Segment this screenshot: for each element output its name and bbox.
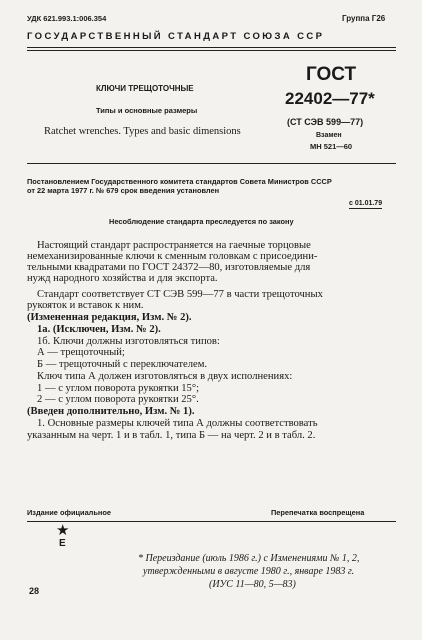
replaces-label: Взамен [316,132,342,139]
decree-line1: Постановлением Государственного комитета стандартов Совета Министров СССР [27,177,332,186]
reissue-note-line1: * Переиздание (июль 1986 г.) с Изменениями № 1, 2, [138,553,360,564]
title-ru-sub: Типы и основные размеры [96,106,198,115]
body-line: 1 — с углом поворота рукоятки 15°; [37,383,200,394]
body-line: Б — трещоточный с переключателем. [37,359,208,370]
page-number: 28 [29,586,40,596]
header-rule-1 [27,47,396,48]
body-line: немеханизированные ключи к сменным головкам с присоедини- [27,251,318,262]
footer-rule [27,521,396,522]
replaces-value: МН 521—60 [310,142,353,151]
e-mark: Е [59,538,66,549]
standard-type: ГОСУДАРСТВЕННЫЙ СТАНДАРТ СОЮЗА ССР [27,31,325,42]
body-line: 2 — с углом поворота рукоятки 25°. [37,394,199,405]
amendment-note: (Введен дополнительно, Изм. № 1). [27,406,195,417]
effective-date: с 01.01.79 [349,200,383,207]
udk-code: УДК 621.993.1:006.354 [27,14,107,23]
body-line: Стандарт соответствует СТ СЭВ 599—77 в части трещоточных [37,289,323,300]
body-line: Настоящий стандарт распространяется на гаечные торцовые [37,240,311,251]
star-icon: ★ [56,523,70,539]
body-line: тельными квадратами по ГОСТ 24372—80, изготовляемые для [27,262,311,273]
st-sev: (СТ СЭВ 599—77) [287,117,364,127]
body-line: 1б. Ключи должны изготовляться типов: [37,336,220,347]
body-line: нужд народного хозяйства и для экспорта. [27,273,218,284]
amendment-note: 1а. (Исключен, Изм. № 2). [37,324,161,335]
body-line: указанным на черт. 1 и в табл. 1, типа Б — на черт. 2 и в табл. 2. [27,430,316,441]
title-rule [27,163,396,164]
reissue-note-line2: утвержденными в августе 1980 г., январе 1983 г. [143,566,355,577]
amendment-note: (Измененная редакция, Изм. № 2). [27,312,192,323]
title-en: Ratchet wrenches. Types and basic dimensions [44,126,241,137]
body-line: Ключ типа А должен изготовляться в двух исполнениях: [37,371,293,382]
gost-label: ГОСТ [306,64,357,85]
body-line: 1. Основные размеры ключей типа А должны соответствовать [37,418,318,429]
body-line: рукояток и вставок к ним. [27,300,144,311]
law-warning: Несоблюдение стандарта преследуется по закону [109,217,294,226]
gost-number: 22402—77* [285,89,375,108]
header-rule-2 [27,50,396,51]
body-line: А — трещоточный; [37,347,125,358]
decree-line2: от 22 марта 1977 г. № 679 срок введения установлен [27,186,220,195]
reprint-forbidden: Перепечатка воспрещена [271,508,365,517]
reissue-note-line3: (ИУС 11—80, 5—83) [209,579,296,590]
title-ru: КЛЮЧИ ТРЕЩОТОЧНЫЕ [96,84,194,93]
group-label: Группа Г26 [342,14,386,23]
official-edition: Издание официальное [27,508,112,517]
